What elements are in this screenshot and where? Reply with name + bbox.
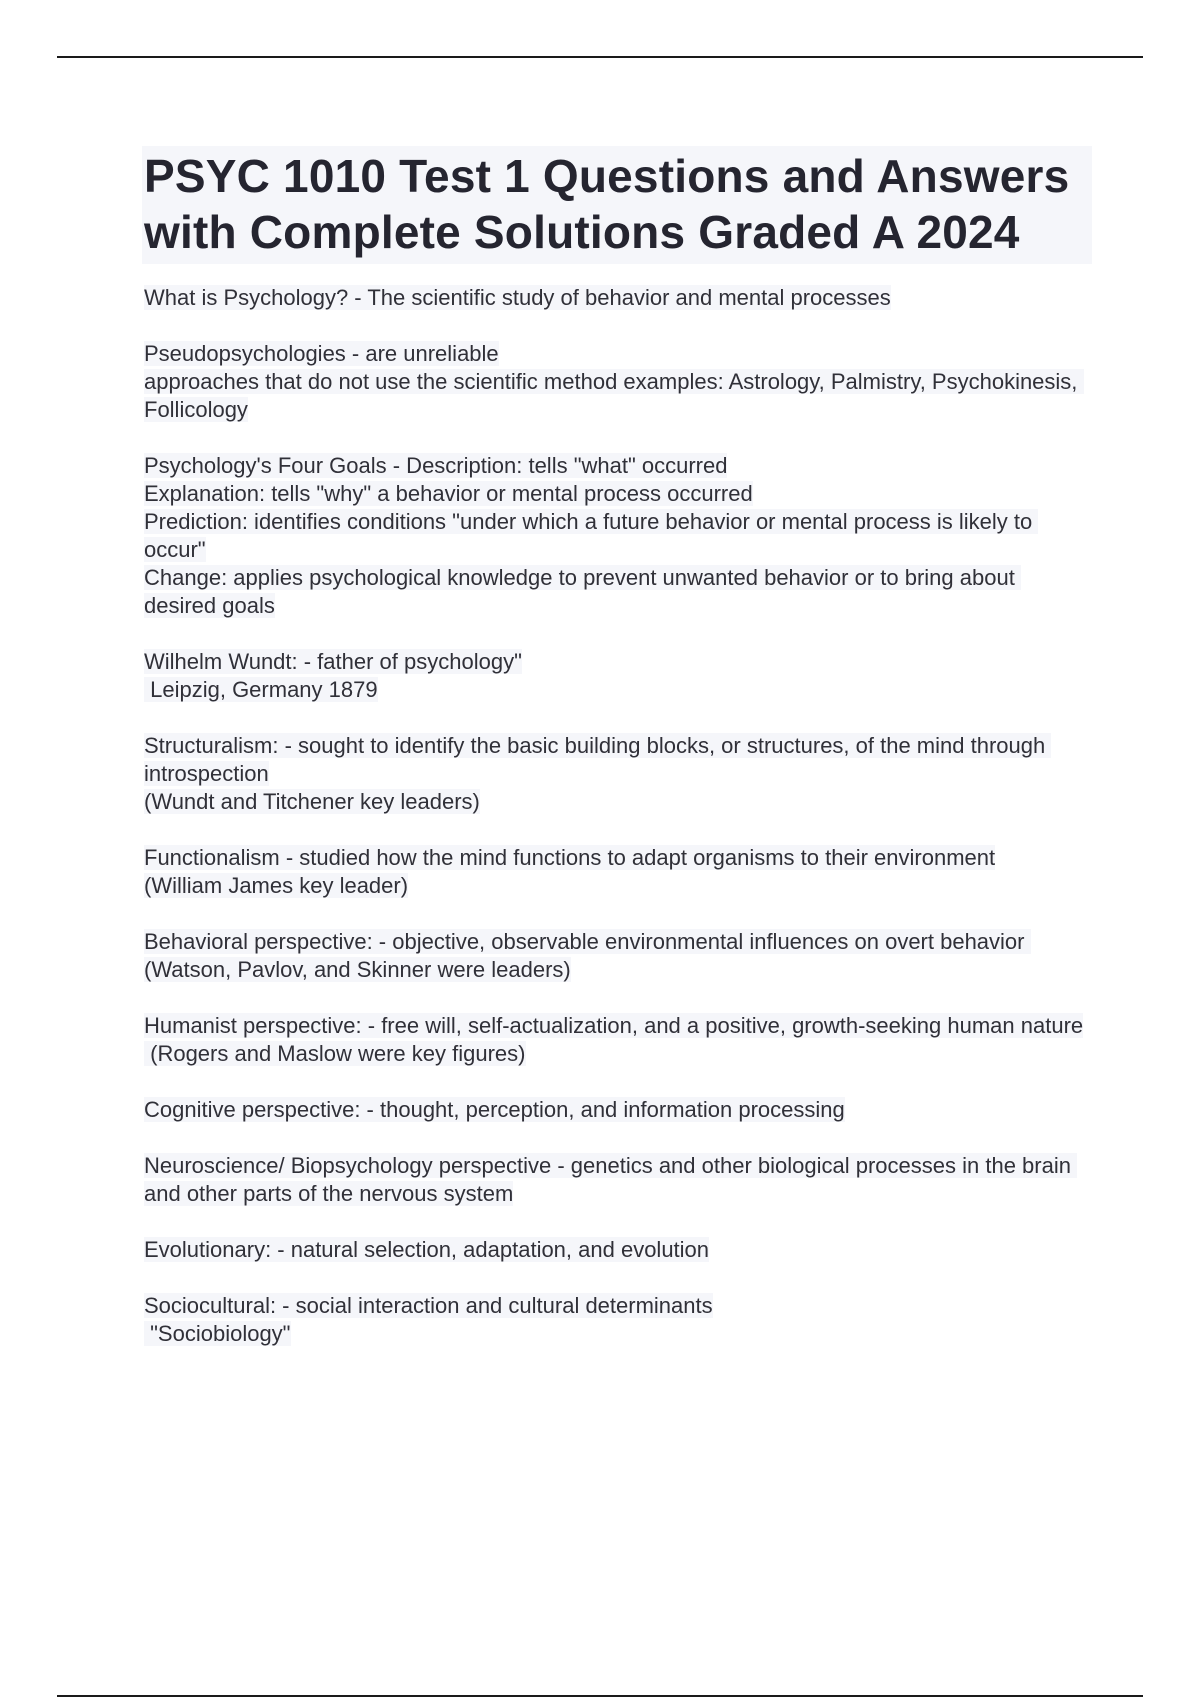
qa-line-text: (Wundt and Titchener key leaders) bbox=[144, 789, 480, 814]
qa-item bbox=[144, 732, 1092, 816]
qa-line bbox=[144, 452, 1092, 480]
qa-line bbox=[144, 732, 1092, 788]
qa-item bbox=[144, 1096, 1092, 1124]
qa-line bbox=[144, 844, 1092, 872]
top-rule bbox=[57, 56, 1143, 58]
qa-list bbox=[144, 284, 1092, 1348]
qa-line-text: Sociocultural: - social interaction and cultural determinants bbox=[144, 1293, 713, 1318]
qa-line bbox=[144, 1292, 1092, 1320]
qa-line bbox=[144, 340, 1092, 368]
qa-line-text: Pseudopsychologies - are unreliable bbox=[144, 341, 499, 366]
page-title: PSYC 1010 Test 1 Questions and Answers with Complete Solutions Graded A 2024 bbox=[144, 150, 1070, 258]
qa-line-text: Structuralism: - sought to identify the basic building blocks, or structures, of the mind through introspection bbox=[144, 733, 1052, 786]
qa-line-text: "Sociobiology" bbox=[144, 1321, 291, 1346]
qa-item bbox=[144, 1152, 1092, 1208]
qa-item bbox=[144, 928, 1092, 984]
qa-item bbox=[144, 844, 1092, 900]
qa-line bbox=[144, 676, 1092, 704]
qa-line-text: Neuroscience/ Biopsychology perspective - genetics and other biological processes in the brain and other parts of the nervous system bbox=[144, 1153, 1078, 1206]
bottom-rule bbox=[57, 1695, 1143, 1697]
qa-line bbox=[144, 1152, 1092, 1208]
qa-line-text: Prediction: identifies conditions "under which a future behavior or mental process is likely to occur" bbox=[144, 509, 1039, 562]
qa-line-text: Behavioral perspective: - objective, observable environmental influences on overt behavior (Watson, Pavlov, and Skinner were leaders) bbox=[144, 929, 1031, 982]
qa-line bbox=[144, 788, 1092, 816]
qa-line bbox=[144, 564, 1092, 620]
qa-line-text: (Rogers and Maslow were key figures) bbox=[144, 1041, 526, 1066]
qa-line-text: Leipzig, Germany 1879 bbox=[144, 677, 378, 702]
qa-line-text: Change: applies psychological knowledge to prevent unwanted behavior or to bring about desired goals bbox=[144, 565, 1021, 618]
qa-line-text: Evolutionary: - natural selection, adaptation, and evolution bbox=[144, 1237, 710, 1262]
qa-line-text: Humanist perspective: - free will, self-actualization, and a positive, growth-seeking human nature bbox=[144, 1013, 1084, 1038]
qa-item bbox=[144, 1012, 1092, 1068]
qa-line-text: What is Psychology? - The scientific study of behavior and mental processes bbox=[144, 285, 891, 310]
qa-line bbox=[144, 368, 1092, 424]
qa-line-text: Functionalism - studied how the mind functions to adapt organisms to their environment bbox=[144, 845, 996, 870]
qa-item bbox=[144, 452, 1092, 620]
qa-line bbox=[144, 1236, 1092, 1264]
qa-item bbox=[144, 648, 1092, 704]
qa-line bbox=[144, 1040, 1092, 1068]
qa-line bbox=[144, 508, 1092, 564]
qa-line bbox=[144, 1012, 1092, 1040]
qa-line-text: (William James key leader) bbox=[144, 873, 409, 898]
qa-line bbox=[144, 928, 1092, 984]
qa-line-text: approaches that do not use the scientific method examples: Astrology, Palmistry, Psychokinesis, Follicology bbox=[144, 369, 1084, 422]
title-block bbox=[142, 146, 1092, 264]
qa-line bbox=[144, 648, 1092, 676]
qa-line bbox=[144, 1320, 1092, 1348]
qa-line bbox=[144, 284, 1092, 312]
qa-item bbox=[144, 1236, 1092, 1264]
qa-item bbox=[144, 284, 1092, 312]
qa-item bbox=[144, 1292, 1092, 1348]
qa-line bbox=[144, 480, 1092, 508]
qa-line-text: Cognitive perspective: - thought, perception, and information processing bbox=[144, 1097, 845, 1122]
qa-line-text: Explanation: tells "why" a behavior or mental process occurred bbox=[144, 481, 753, 506]
qa-line-text: Wilhelm Wundt: - father of psychology" bbox=[144, 649, 522, 674]
document-body bbox=[144, 146, 1092, 1376]
qa-line bbox=[144, 1096, 1092, 1124]
qa-item bbox=[144, 340, 1092, 424]
qa-line bbox=[144, 872, 1092, 900]
qa-line-text: Psychology's Four Goals - Description: tells "what" occurred bbox=[144, 453, 728, 478]
